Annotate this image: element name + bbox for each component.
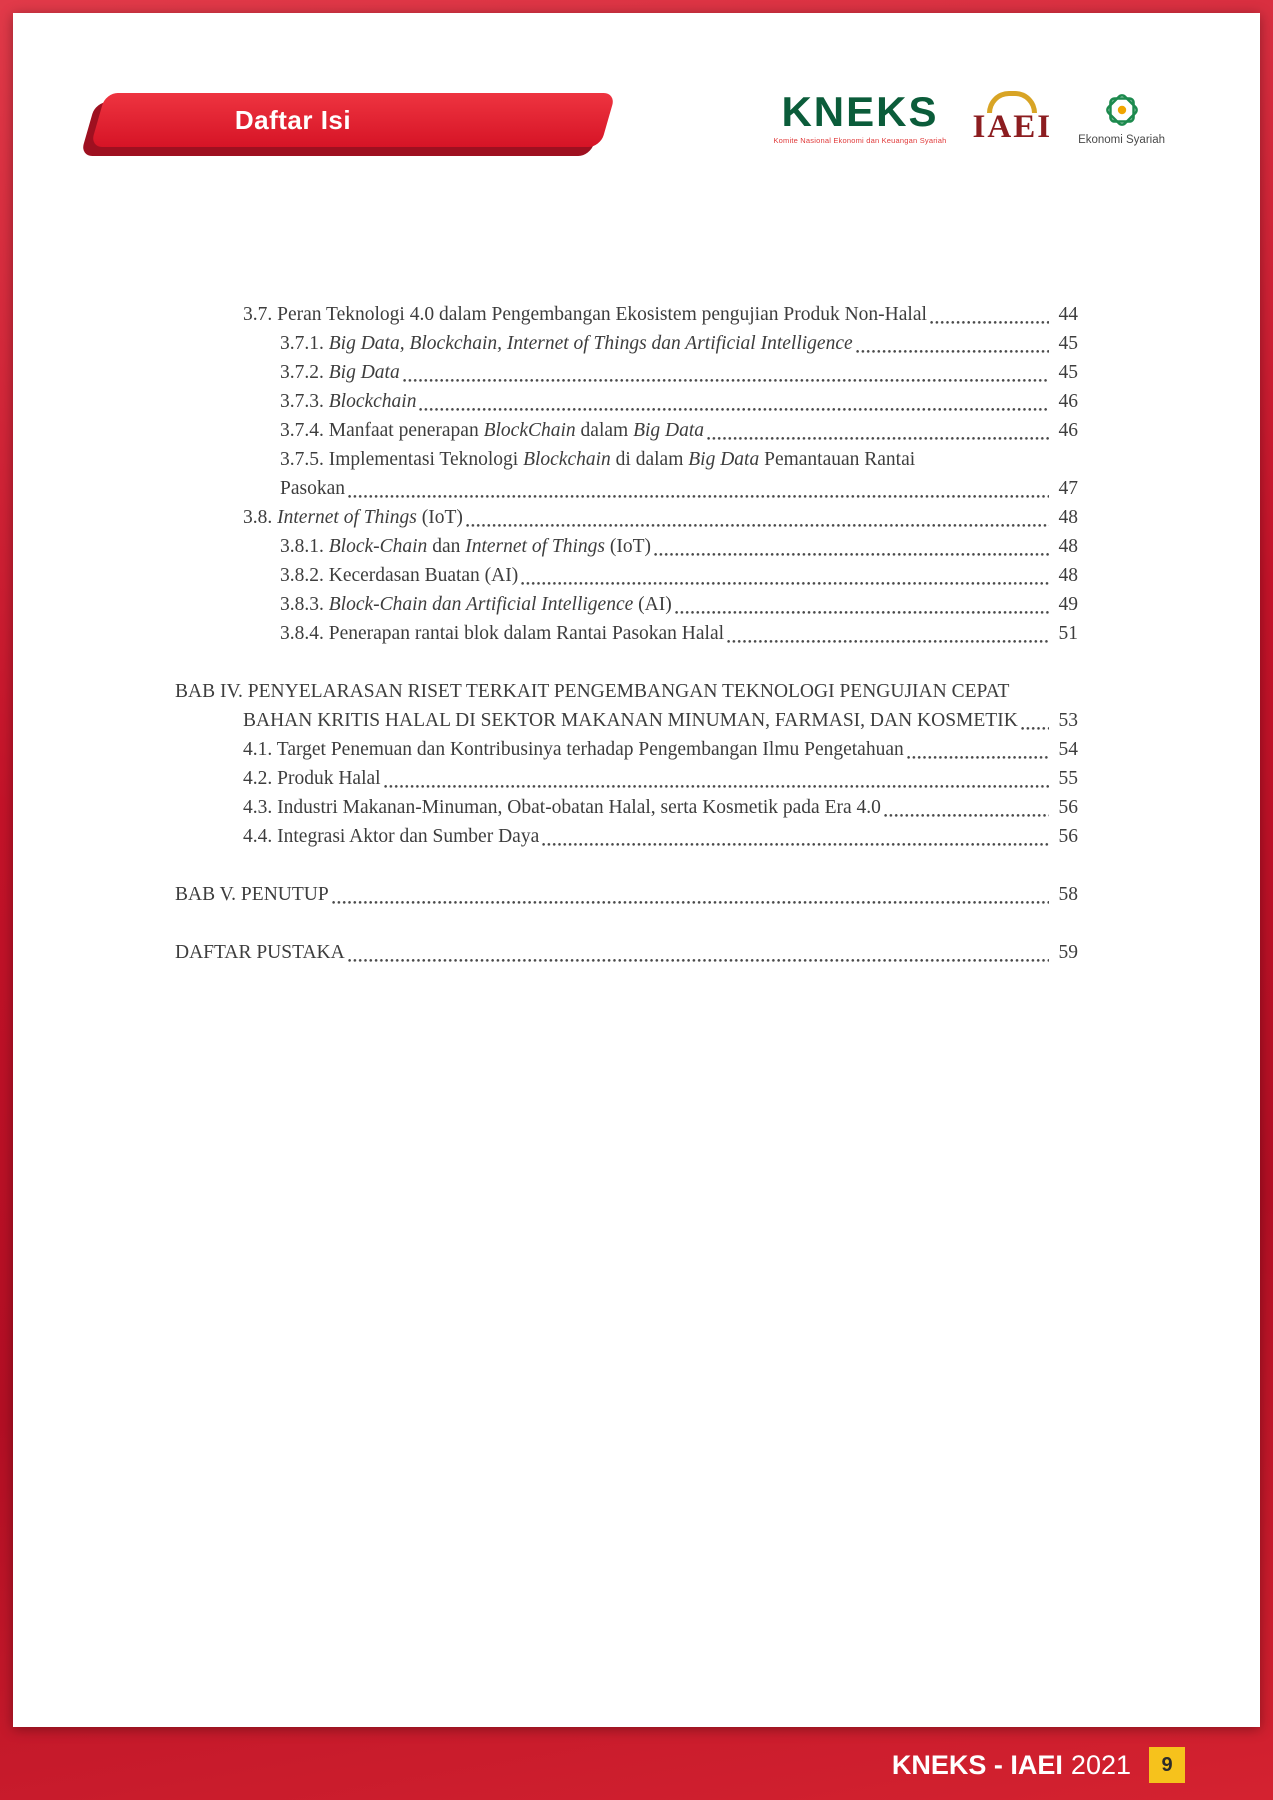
toc-entry xyxy=(175,677,1078,706)
toc-entry-text: 3.8.4. Penerapan rantai blok dalam Rantai Pasokan Halal xyxy=(280,623,725,644)
footer xyxy=(892,1747,1185,1783)
dot-leader xyxy=(707,436,1049,441)
toc-page-number: 48 xyxy=(1058,507,1078,528)
toc-entry xyxy=(175,416,1078,445)
dot-leader xyxy=(403,378,1049,383)
toc-entry-text: 4.2. Produk Halal xyxy=(243,768,381,789)
banner-ribbon xyxy=(90,93,615,147)
toc-entry xyxy=(175,735,1078,764)
toc-page-number: 47 xyxy=(1058,478,1078,499)
dot-leader xyxy=(675,610,1049,615)
toc-page-number: 48 xyxy=(1058,536,1078,557)
ekonomi-syariah-star-icon xyxy=(1101,89,1143,131)
toc-page-number: 56 xyxy=(1058,826,1078,847)
toc-entry xyxy=(175,880,1078,909)
ekonomi-syariah-logo xyxy=(1078,89,1165,146)
toc-entry xyxy=(175,474,1078,503)
toc-entry xyxy=(175,590,1078,619)
toc-entry xyxy=(175,822,1078,851)
toc-page-number: 46 xyxy=(1058,420,1078,441)
dot-leader xyxy=(521,581,1049,586)
toc-page-number: 46 xyxy=(1058,391,1078,412)
toc-entry xyxy=(175,300,1078,329)
dot-leader xyxy=(727,639,1049,644)
iaei-logo xyxy=(973,91,1053,144)
dot-leader xyxy=(332,900,1049,905)
toc-entry-text: 3.7. Peran Teknologi 4.0 dalam Pengembangan Ekosistem pengujian Produk Non-Halal xyxy=(243,304,927,325)
toc-entry-text: 4.1. Target Penemuan dan Kontribusinya terhadap Pengembangan Ilmu Pengetahuan xyxy=(243,739,904,760)
toc-entry xyxy=(175,706,1078,735)
toc-entry-text: 3.8.3. Block-Chain dan Artificial Intelligence (AI) xyxy=(280,594,672,615)
toc-page-number: 58 xyxy=(1058,884,1078,905)
footer-org: KNEKS - IAEI xyxy=(891,1749,1063,1780)
iaei-wordmark: IAEI xyxy=(972,109,1053,145)
toc-list xyxy=(13,300,1260,967)
toc-entry-text: 3.7.3. Blockchain xyxy=(280,391,417,412)
toc-entry xyxy=(175,561,1078,590)
document-page xyxy=(13,13,1260,1727)
toc-entry xyxy=(175,532,1078,561)
toc-page-number: 55 xyxy=(1058,768,1078,789)
footer-year: 2021 xyxy=(1070,1749,1131,1780)
toc-entry-text: 3.8. Internet of Things (IoT) xyxy=(243,507,463,528)
toc-entry-text: 3.7.4. Manfaat penerapan BlockChain dalam Big Data xyxy=(280,420,705,441)
dot-leader xyxy=(542,842,1049,847)
toc-page-number: 44 xyxy=(1058,304,1078,325)
toc-page-number: 54 xyxy=(1058,739,1078,760)
dot-leader xyxy=(654,552,1049,557)
toc-entry-text: 3.8.2. Kecerdasan Buatan (AI) xyxy=(280,565,519,586)
dot-leader xyxy=(907,755,1049,760)
toc-entry-text: 3.7.5. Implementasi Teknologi Blockchain di dalam Big Data Pemantauan Rantai xyxy=(280,449,916,470)
toc-page-number: 49 xyxy=(1058,594,1078,615)
dot-leader xyxy=(384,784,1049,789)
toc-entry-text: Pasokan xyxy=(280,478,345,499)
dot-leader xyxy=(348,494,1049,499)
dot-leader xyxy=(856,349,1049,354)
toc-entry xyxy=(175,619,1078,648)
toc-page-number: 53 xyxy=(1058,710,1078,731)
logo-row xyxy=(773,89,1165,146)
dot-leader xyxy=(930,320,1049,325)
toc-page-number: 51 xyxy=(1058,623,1078,644)
ekonomi-syariah-label: Ekonomi Syariah xyxy=(1078,134,1165,146)
page-number-badge: 9 xyxy=(1149,1747,1185,1783)
toc-entry-text: 3.7.1. Big Data, Blockchain, Internet of Things dan Artificial Intelligence xyxy=(280,333,853,354)
dot-leader xyxy=(419,407,1049,412)
dot-leader xyxy=(884,813,1049,818)
toc-entry-text: BAHAN KRITIS HALAL DI SEKTOR MAKANAN MINUMAN, FARMASI, DAN KOSMETIK xyxy=(243,710,1018,731)
toc-entry-text: 4.4. Integrasi Aktor dan Sumber Daya xyxy=(243,826,540,847)
toc-entry xyxy=(175,358,1078,387)
kneks-tagline: Komite Nasional Ekonomi dan Keuangan Syariah xyxy=(773,135,947,145)
toc-entry-text: 3.7.2. Big Data xyxy=(280,362,400,383)
toc-page-number: 45 xyxy=(1058,362,1078,383)
toc-entry xyxy=(175,387,1078,416)
kneks-logo xyxy=(773,87,947,145)
toc-entry-text: BAB V. PENUTUP xyxy=(175,884,329,905)
footer-text xyxy=(892,1750,1131,1781)
toc-entry xyxy=(175,764,1078,793)
toc-entry xyxy=(175,938,1078,967)
dot-leader xyxy=(1021,726,1049,731)
toc-entry xyxy=(175,445,1078,474)
toc-entry xyxy=(175,329,1078,358)
toc-entry-text: 3.8.1. Block-Chain dan Internet of Things (IoT) xyxy=(280,536,651,557)
toc-page-number: 59 xyxy=(1058,942,1078,963)
toc-entry xyxy=(175,503,1078,532)
dot-leader xyxy=(348,958,1049,963)
toc-page-number: 45 xyxy=(1058,333,1078,354)
toc-entry-text: BAB IV. PENYELARASAN RISET TERKAIT PENGEMBANGAN TEKNOLOGI PENGUJIAN CEPAT xyxy=(175,681,1010,702)
toc-entry-text: 4.3. Industri Makanan-Minuman, Obat-obatan Halal, serta Kosmetik pada Era 4.0 xyxy=(243,797,881,818)
toc-entry xyxy=(175,793,1078,822)
toc-page-number: 48 xyxy=(1058,565,1078,586)
dot-leader xyxy=(466,523,1049,528)
toc-entry-text: DAFTAR PUSTAKA xyxy=(175,942,345,963)
kneks-wordmark: KNEKS xyxy=(781,87,939,135)
section-title-banner xyxy=(98,93,608,147)
page-title: Daftar Isi xyxy=(234,104,352,135)
toc-page-number: 56 xyxy=(1058,797,1078,818)
